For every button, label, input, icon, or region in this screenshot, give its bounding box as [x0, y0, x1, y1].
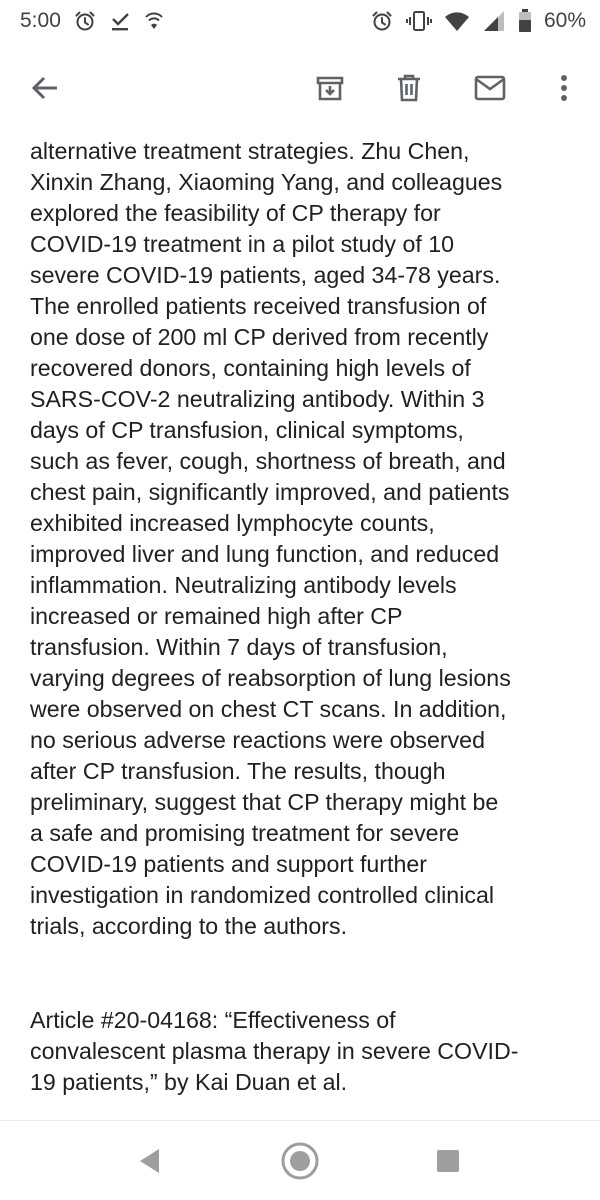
body-line: exhibited increased lymphocyte counts,: [30, 510, 435, 536]
mark-unread-button[interactable]: [466, 64, 514, 112]
status-time: 5:00: [20, 9, 61, 32]
article-reference: [30, 1005, 575, 1098]
body-line: inflammation. Neutralizing antibody levels: [30, 572, 457, 598]
delete-button[interactable]: [385, 64, 433, 112]
system-nav-bar: [0, 1120, 600, 1200]
more-vert-icon: [559, 73, 569, 103]
body-line: severe COVID-19 patients, aged 34-78 years.: [30, 262, 501, 288]
download-done-icon: [109, 9, 131, 33]
nav-home-button[interactable]: [276, 1137, 324, 1185]
alarm-icon: [370, 9, 394, 33]
home-circle-icon: [280, 1141, 320, 1181]
email-body-text: [30, 122, 575, 942]
body-line: days of CP transfusion, clinical symptoms,: [30, 417, 464, 443]
vpn-shield-icon: [143, 9, 165, 33]
body-line: COVID-19 treatment in a pilot study of 10: [30, 231, 455, 257]
status-left: [20, 9, 165, 33]
body-line: explored the feasibility of CP therapy for: [30, 200, 441, 226]
email-content[interactable]: [0, 122, 600, 1120]
body-line: transfusion. Within 7 days of transfusion,: [30, 634, 448, 660]
body-line: preliminary, suggest that CP therapy might be: [30, 789, 499, 815]
body-line: chest pain, significantly improved, and patients: [30, 479, 510, 505]
body-line: trials, according to the authors.: [30, 913, 348, 939]
body-line: such as fever, cough, shortness of breath, and: [30, 448, 506, 474]
body-line: SARS-COV-2 neutralizing antibody. Within 3: [30, 386, 485, 412]
body-line: were observed on chest CT scans. In addition,: [30, 696, 507, 722]
mail-icon: [473, 73, 507, 103]
body-line: a safe and promising treatment for severe: [30, 820, 460, 846]
body-line: increased or remained high after CP: [30, 603, 403, 629]
back-button[interactable]: [21, 64, 69, 112]
vibrate-icon: [406, 9, 432, 33]
article-line: convalescent plasma therapy in severe COVID-: [30, 1038, 519, 1064]
body-line: improved liver and lung function, and reduced: [30, 541, 500, 567]
email-body: [30, 122, 575, 1098]
recents-square-icon: [435, 1148, 461, 1174]
article-line: Article #20-04168: “Effectiveness of: [30, 1007, 396, 1033]
archive-icon: [315, 73, 345, 103]
signal-icon: [482, 10, 506, 32]
body-line: after CP transfusion. The results, though: [30, 758, 446, 784]
nav-recents-button[interactable]: [424, 1137, 472, 1185]
archive-button[interactable]: [306, 64, 354, 112]
body-line: one dose of 200 ml CP derived from recently: [30, 324, 489, 350]
nav-back-button[interactable]: [126, 1137, 174, 1185]
status-right: [370, 9, 586, 33]
body-line: alternative treatment strategies. Zhu Chen,: [30, 138, 470, 164]
back-arrow-icon: [29, 72, 61, 104]
alarm-icon: [73, 9, 97, 33]
body-line: COVID-19 patients and support further: [30, 851, 427, 877]
body-line: Xinxin Zhang, Xiaoming Yang, and colleagues: [30, 169, 503, 195]
wifi-icon: [444, 10, 470, 32]
body-line: The enrolled patients received transfusion of: [30, 293, 487, 319]
body-line: varying degrees of reabsorption of lung lesions: [30, 665, 511, 691]
back-triangle-icon: [137, 1147, 163, 1175]
body-line: recovered donors, containing high levels of: [30, 355, 471, 381]
status-bar: [0, 0, 600, 42]
body-line: no serious adverse reactions were observed: [30, 727, 485, 753]
app-bar: [0, 42, 600, 134]
battery-percent: 60%: [543, 9, 586, 32]
battery-icon: [518, 9, 532, 33]
body-line: investigation in randomized controlled clinical: [30, 882, 494, 908]
article-line: 19 patients,” by Kai Duan et al.: [30, 1069, 348, 1095]
delete-icon: [394, 73, 424, 103]
more-options-button[interactable]: [540, 64, 588, 112]
